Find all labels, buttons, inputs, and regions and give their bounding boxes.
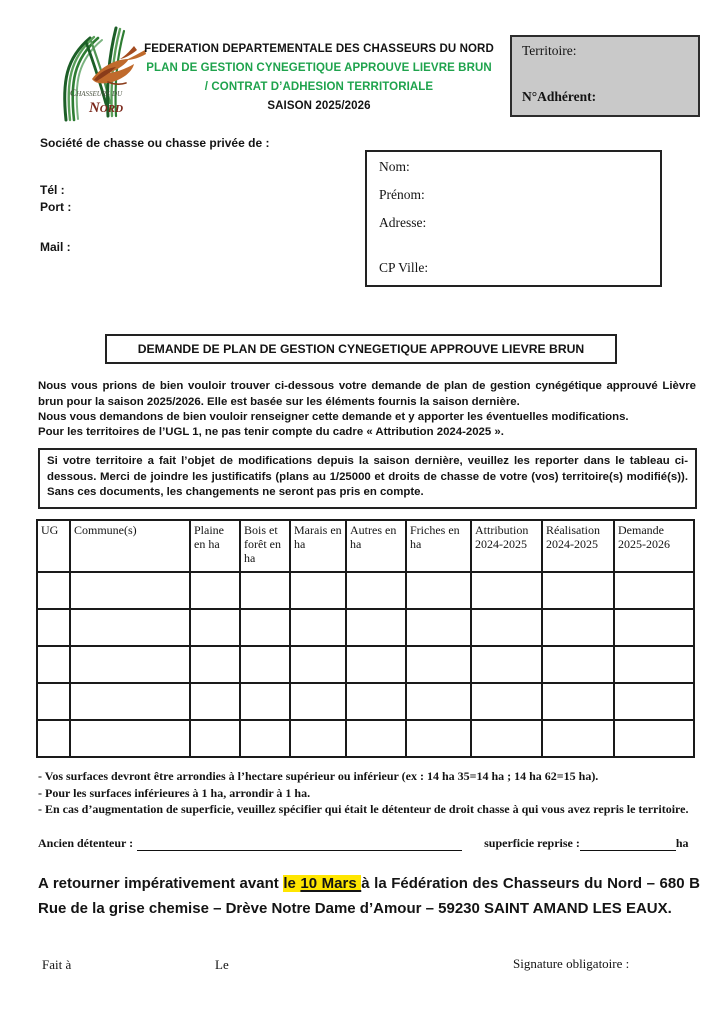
table-cell [240, 646, 290, 683]
area-retaken-label: superficie reprise : [484, 836, 580, 850]
society-label: Société de chasse ou chasse privée de : [40, 136, 270, 150]
table-cell [542, 609, 614, 646]
table-cell [290, 646, 346, 683]
table-cell [346, 720, 406, 757]
table-cell [37, 572, 70, 609]
col-bois-foret: Bois et forêt en ha [240, 520, 290, 572]
old-holder-label: Ancien détenteur : [38, 836, 134, 850]
col-communes: Commune(s) [70, 520, 190, 572]
table-cell [290, 720, 346, 757]
table-cell [614, 720, 694, 757]
table-body [37, 572, 694, 757]
table-row [37, 609, 694, 646]
col-autres: Autres en ha [346, 520, 406, 572]
table-cell [346, 572, 406, 609]
doc-title-line2: / CONTRAT D’ADHESION TERRITORIALE [204, 81, 434, 93]
signature-label: Signature obligatoire : [513, 956, 630, 971]
table-row [37, 720, 694, 757]
logo-text-bottom: Nord [88, 100, 124, 116]
doc-title-line1: PLAN DE GESTION CYNEGETIQUE APPROUVE LIEVRE BRUN [146, 62, 492, 74]
fait-a-label: Fait à [42, 957, 72, 972]
deadline-highlight: le [283, 875, 301, 892]
table-cell [406, 609, 471, 646]
table-cell [471, 609, 542, 646]
org-name: FEDERATION DEPARTEMENTALE DES CHASSEURS DU NORD [144, 43, 494, 55]
table-cell [542, 572, 614, 609]
table-row [37, 572, 694, 609]
col-attribution: Attribution 2024-2025 [471, 520, 542, 572]
table-cell [346, 683, 406, 720]
modification-warning-box: Si votre territoire a fait l’objet de modifications depuis la saison dernière, veuillez les reporter dans le tableau ci-dessous. Merci de joindre les justificatifs (plans au 1/25000 et droits de chasse de votre (vos) territoire(s) modifié(s)). Sans ces documents, les changements ne seront pas pris en compte. [38, 448, 697, 509]
intro-p2: Nous vous demandons de bien vouloir renseigner cette demande et y apporter les éventuelles modifications. [38, 411, 629, 423]
table-cell [614, 646, 694, 683]
col-plaine: Plaine en ha [190, 520, 240, 572]
old-holder-blank [137, 837, 462, 851]
table-cell [190, 646, 240, 683]
table-cell [406, 720, 471, 757]
prenom-label: Prénom: [379, 187, 425, 202]
table-cell [471, 720, 542, 757]
logo-text-top: Chasseurs du [69, 89, 123, 99]
table-cell [471, 646, 542, 683]
table-cell [190, 572, 240, 609]
member-number-label: N°Adhérent: [522, 89, 597, 104]
table-cell [542, 720, 614, 757]
table-cell [406, 572, 471, 609]
document-title-block [130, 40, 508, 116]
intro-paragraphs [38, 379, 696, 426]
table-cell [614, 572, 694, 609]
table-row [37, 683, 694, 720]
table-cell [290, 683, 346, 720]
table-cell [290, 609, 346, 646]
mail-label: Mail : [40, 240, 71, 254]
table-cell [70, 683, 190, 720]
return-after: à la Fédération des Chasseurs du Nord – 680 B Rue de la grise chemise – Drève Notre Dame d’Amour – 59230 SAINT AMAND LES EAUX. [38, 875, 700, 917]
note-increase: - En cas d’augmentation de superficie, veuillez spécifier qui était le détenteur de droit chasse à qui vous avez repris le territoire. [38, 802, 689, 816]
table-cell [614, 683, 694, 720]
table-header-row [37, 520, 694, 572]
intro-p1: Nous vous prions de bien vouloir trouver ci-dessous votre demande de plan de gestion cynégétique approuvé Lièvre brun pour la saison 2025/2026. Elle est basée sur les éléments fournis la saison dernière. [38, 380, 696, 408]
note-minimum: - Pour les surfaces inférieures à 1 ha, arrondir à 1 ha. [38, 785, 311, 800]
table-cell [240, 609, 290, 646]
demand-banner: DEMANDE DE PLAN DE GESTION CYNEGETIQUE APPROUVE LIEVRE BRUN [105, 334, 617, 364]
col-ug: UG [37, 520, 70, 572]
hectare-unit: ha [675, 836, 689, 850]
territory-label: Territoire: [522, 43, 577, 58]
col-friches: Friches en ha [406, 520, 471, 572]
col-realisation: Réalisation 2024-2025 [542, 520, 614, 572]
table-cell [240, 572, 290, 609]
col-marais: Marais en ha [290, 520, 346, 572]
note-rounding: - Vos surfaces devront être arrondies à l’hectare supérieur ou inférieur (ex : 14 ha 35=14 ha ; 14 ha 62=15 ha). [38, 769, 599, 783]
surface-notes [38, 768, 698, 818]
col-demande: Demande 2025-2026 [614, 520, 694, 572]
contact-box [365, 150, 662, 287]
table-cell [346, 609, 406, 646]
table-cell [240, 683, 290, 720]
table-cell [240, 720, 290, 757]
table-cell [190, 609, 240, 646]
table-cell [290, 572, 346, 609]
deadline-date: 10 Mars [300, 875, 362, 892]
area-retaken-blank [580, 837, 676, 851]
table-cell [37, 720, 70, 757]
table-cell [190, 683, 240, 720]
table-cell [70, 609, 190, 646]
table-cell [190, 720, 240, 757]
nom-label: Nom: [379, 159, 410, 174]
le-label: Le [215, 957, 229, 972]
table-cell [70, 646, 190, 683]
table-cell [471, 572, 542, 609]
table-cell [37, 683, 70, 720]
cp-ville-label: CP Ville: [379, 260, 429, 275]
table-cell [406, 683, 471, 720]
return-instruction [38, 872, 700, 921]
table-row [37, 646, 694, 683]
previous-holder-line [38, 836, 698, 851]
table-cell [37, 609, 70, 646]
tel-label: Tél : [40, 183, 65, 197]
adresse-label: Adresse: [379, 215, 427, 230]
table-cell [37, 646, 70, 683]
table-cell [542, 646, 614, 683]
surface-table [36, 519, 695, 758]
table-cell [614, 609, 694, 646]
return-before: A retourner impérativement avant [38, 875, 284, 892]
table-cell [542, 683, 614, 720]
port-label: Port : [40, 200, 72, 214]
territory-box [510, 35, 700, 117]
table-cell [70, 720, 190, 757]
ugl-note: Pour les territoires de l’UGL 1, ne pas tenir compte du cadre « Attribution 2024-2025 ». [38, 426, 504, 438]
table-cell [70, 572, 190, 609]
table-cell [471, 683, 542, 720]
season-label: SAISON 2025/2026 [267, 100, 371, 112]
table-cell [346, 646, 406, 683]
table-cell [406, 646, 471, 683]
